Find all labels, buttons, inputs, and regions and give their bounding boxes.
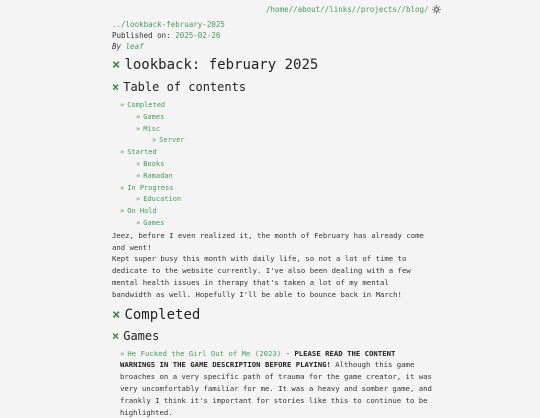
bullet-icon: »	[120, 101, 125, 109]
toc-item-games[interactable]	[112, 112, 432, 124]
toc-link[interactable]: Started	[127, 148, 157, 157]
heading-marker-icon: ×	[112, 57, 121, 73]
status-paragraph: Kept super busy this month with daily life, so not a lot of time to dedicate to the website currently. I've also been dealing with a few mental health issues in therapy that's taken a lot of my mental bandwidth as well. Hopefully I'll be able to bounce back in March!	[112, 254, 411, 299]
section-games-text: Games	[123, 328, 160, 343]
toc-link[interactable]: In Progress	[127, 183, 174, 192]
bullet-icon: »	[152, 136, 157, 145]
table-of-contents	[112, 100, 432, 230]
toc-item-education[interactable]	[112, 194, 432, 206]
content-warning: PLEASE READ THE CONTENT WARNINGS IN THE GAME DESCRIPTION BEFORE PLAYING!	[120, 348, 396, 370]
toc-item-books[interactable]	[112, 159, 432, 171]
heading-marker-icon: ×	[112, 80, 120, 94]
nav-blog-link[interactable]: /blog/	[401, 5, 429, 14]
list-item	[120, 348, 432, 418]
bullet-icon: »	[120, 148, 125, 157]
by-label: By	[112, 42, 122, 51]
published-label: Published on:	[112, 31, 171, 40]
toc-link[interactable]: Books	[143, 159, 165, 168]
breadcrumb	[112, 19, 432, 30]
bullet-icon: »	[136, 195, 141, 204]
game-title-link[interactable]: He Fucked the Girl Out of Me (2023)	[127, 348, 282, 358]
bullet-icon: »	[136, 218, 141, 227]
game-dash: -	[281, 348, 295, 358]
toc-heading-text: Table of contents	[123, 80, 247, 94]
toc-heading	[112, 79, 432, 95]
nav-links-link[interactable]: /links/	[324, 5, 357, 14]
toc-link[interactable]: Education	[143, 195, 182, 204]
bullet-icon: »	[120, 348, 125, 358]
bullet-icon: »	[136, 171, 141, 180]
published-line	[112, 30, 432, 41]
toc-link[interactable]: Misc	[143, 124, 161, 133]
games-list	[112, 348, 432, 418]
toc-link[interactable]: Games	[143, 112, 165, 121]
toc-item-ramadan[interactable]	[112, 171, 432, 183]
nav-about-link[interactable]: /about/	[293, 5, 325, 14]
page-title	[112, 56, 432, 74]
toc-item-misc[interactable]	[112, 124, 432, 136]
published-date: 2025-02-26	[175, 31, 221, 40]
toc-item-started[interactable]	[112, 147, 432, 159]
section-games-heading	[112, 328, 432, 344]
toc-item-on-hold[interactable]	[112, 206, 432, 218]
breadcrumb-link[interactable]: ../lookback-february-2025	[112, 20, 225, 29]
byline	[112, 41, 432, 52]
section-completed-heading	[112, 306, 432, 324]
game-review-text: Although this game broaches on a very specific path of trauma for the game creator, it was very uncomfortably familiar for me. It was a heavy and somber game, and frankly I think it's important for stories like this to continue to be highlighted.	[120, 360, 432, 417]
toc-link[interactable]: Server	[159, 136, 185, 145]
top-nav	[266, 5, 441, 14]
toc-link[interactable]: On Hold	[127, 207, 157, 216]
toc-link[interactable]: Completed	[127, 101, 166, 109]
heading-marker-icon: ×	[112, 328, 120, 343]
sun-icon[interactable]	[432, 5, 441, 14]
toc-item-server[interactable]	[112, 135, 432, 147]
toc-item-in-progress[interactable]	[112, 183, 432, 195]
bullet-icon: »	[136, 112, 141, 121]
bullet-icon: »	[120, 207, 125, 216]
toc-item-games-2[interactable]	[112, 218, 432, 230]
article	[112, 19, 432, 418]
toc-link[interactable]: Ramadan	[143, 171, 173, 180]
bullet-icon: »	[136, 124, 141, 133]
nav-projects-link[interactable]: /projects/	[356, 5, 402, 14]
author-link[interactable]: leaf	[125, 42, 144, 51]
bullet-icon: »	[136, 159, 141, 168]
toc-link[interactable]: Games	[143, 218, 165, 227]
intro-paragraph: Jeez, before I even realized it, the month of February has already come and went!	[112, 230, 424, 252]
bullet-icon: »	[120, 183, 125, 192]
heading-marker-icon: ×	[112, 306, 121, 323]
toc-item-completed[interactable]	[112, 100, 432, 112]
nav-home-link[interactable]: /home/	[266, 5, 294, 14]
section-completed-text: Completed	[124, 306, 201, 323]
page-title-text: lookback: february 2025	[124, 57, 319, 73]
